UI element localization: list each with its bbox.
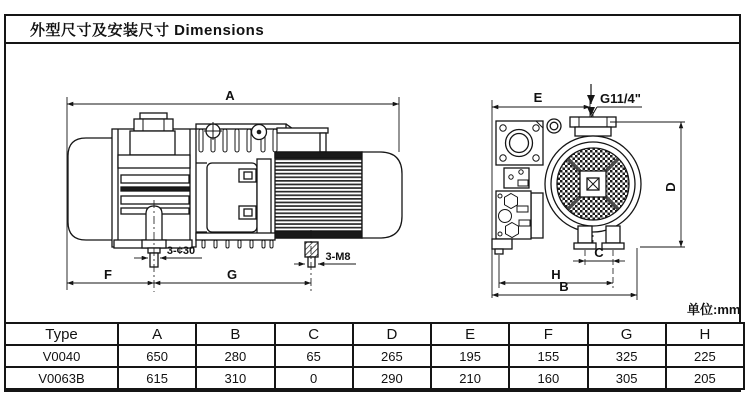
cell-value: 290 [353, 367, 431, 389]
cell-value: 205 [666, 367, 744, 389]
col-header-a: A [118, 323, 196, 345]
port-size-label: G11/4" [600, 91, 641, 106]
end-view [492, 84, 685, 300]
cell-value: 210 [431, 367, 509, 389]
dimensions-table [4, 322, 745, 390]
page-title: 外型尺寸及安装尺寸 Dimensions [30, 21, 265, 39]
unit-label: 单位:mm [687, 302, 741, 317]
col-header-d: D [353, 323, 431, 345]
dim-label-h: H [551, 267, 561, 282]
cell-value: 225 [666, 345, 744, 367]
cell-value: 155 [509, 345, 587, 367]
table-row [5, 367, 744, 389]
cell-value: 65 [275, 345, 353, 367]
col-header-type: Type [5, 323, 118, 345]
cell-value: 160 [509, 367, 587, 389]
dim-label-g: G [226, 267, 238, 282]
cell-value: 280 [196, 345, 274, 367]
cell-value: 650 [118, 345, 196, 367]
cell-value: 305 [588, 367, 666, 389]
table-header-row [5, 323, 744, 345]
model-name: V0063B [5, 367, 118, 389]
col-header-e: E [431, 323, 509, 345]
foot-holes-label: 3-¢30 [166, 245, 196, 257]
cell-value: 310 [196, 367, 274, 389]
col-header-c: C [275, 323, 353, 345]
dim-label-b: B [559, 279, 569, 294]
cell-value: 615 [118, 367, 196, 389]
col-header-b: B [196, 323, 274, 345]
cell-value: 195 [431, 345, 509, 367]
title-bar [6, 16, 739, 44]
dim-label-e: E [533, 90, 543, 105]
dim-label-c: C [594, 245, 604, 260]
col-header-f: F [509, 323, 587, 345]
side-view [67, 97, 402, 292]
pump-dimension-drawing [4, 44, 741, 322]
table-row [5, 345, 744, 367]
cell-value: 265 [353, 345, 431, 367]
cell-value: 325 [588, 345, 666, 367]
dim-label-a: A [225, 88, 235, 103]
dim-label-f: F [104, 267, 112, 282]
model-name: V0040 [5, 345, 118, 367]
cell-value: 0 [275, 367, 353, 389]
mount-holes-label: 3-M8 [325, 251, 351, 263]
dim-label-d: D [663, 182, 678, 192]
col-header-h: H [666, 323, 744, 345]
col-header-g: G [588, 323, 666, 345]
